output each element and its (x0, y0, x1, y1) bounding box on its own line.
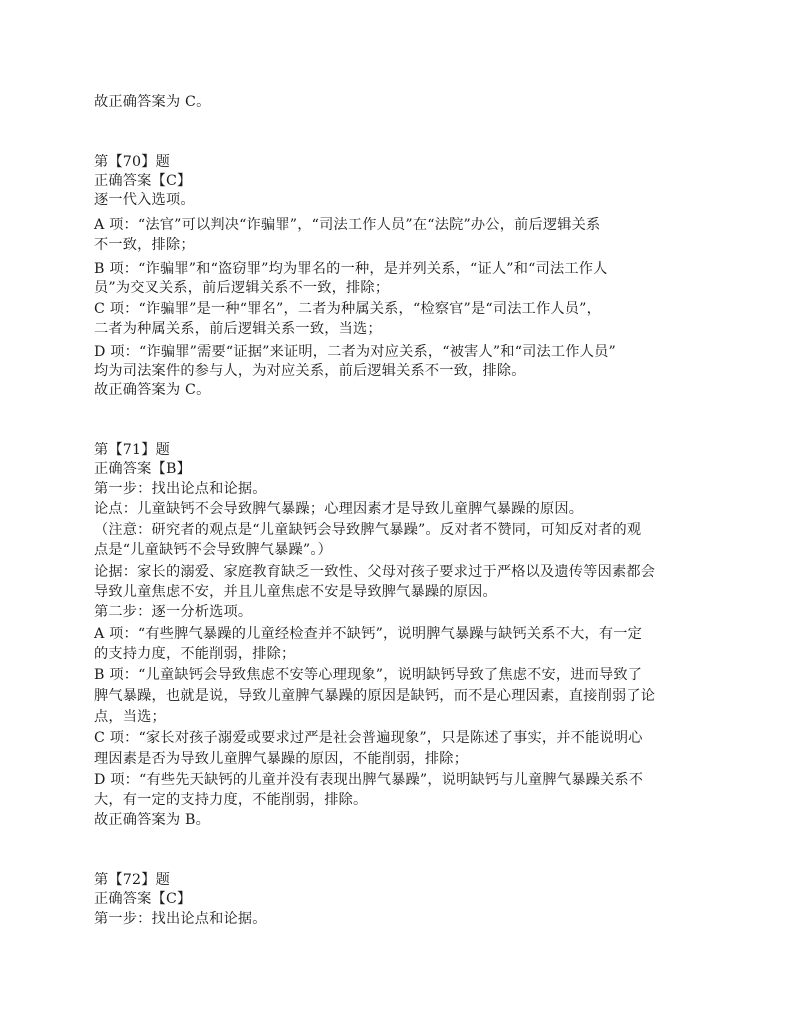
explanation-line: 脾气暴躁，也就是说，导致儿童脾气暴躁的原因是缺钙，而不是心理因素，直接削弱了论 (94, 688, 656, 704)
explanation-line: A 项：“有些脾气暴躁的儿童经检查并不缺钙”，说明脾气暴躁与缺钙关系不大，有一定 (94, 626, 643, 642)
explanation-line: （注意：研究者的观点是“儿童缺钙会导致脾气暴躁”。反对者不赞同，可知反对者的观 (94, 522, 642, 538)
explanation-line: 点是“儿童缺钙不会导致脾气暴躁”。） (94, 542, 333, 558)
explanation-line: 导致儿童焦虑不安，并且儿童焦虑不安是导致脾气暴躁的原因。 (94, 584, 497, 600)
answer-conclusion: 故正确答案为 B。 (94, 812, 211, 828)
explanation-line: B 项：“儿童缺钙会导致焦虑不安等心理现象”，说明缺钙导致了焦虑不安，进而导致了 (94, 667, 643, 683)
answer-conclusion: 故正确答案为 C。 (94, 94, 211, 110)
explanation-line: D 项：“有些先天缺钙的儿童并没有表现出脾气暴躁”，说明缺钙与儿童脾气暴躁关系不 (94, 772, 644, 788)
correct-answer: 正确答案【C】 (94, 173, 192, 189)
explanation-line: 点，当选； (94, 709, 166, 725)
explanation-line: 二者为种属关系，前后逻辑关系一致，当选； (94, 321, 382, 337)
correct-answer: 正确答案【B】 (94, 461, 191, 477)
explanation-line: 第二步：逐一分析选项。 (94, 604, 253, 620)
explanation-line: 论点：儿童缺钙不会导致脾气暴躁；心理因素才是导致儿童脾气暴躁的原因。 (94, 501, 584, 517)
explanation-line: 员”为交叉关系，前后逻辑关系不一致，排除； (94, 280, 390, 296)
explanation-line: 不一致，排除； (94, 237, 195, 253)
answer-conclusion: 故正确答案为 C。 (94, 382, 211, 398)
explanation-line: 逐一代入选项。 (94, 192, 195, 208)
explanation-line: D 项：“诈骗罪”需要“证据”来证明，二者为对应关系，“被害人”和“司法工作人员” (94, 344, 616, 360)
question-number: 第【72】题 (94, 872, 171, 888)
explanation-line: 均为司法案件的参与人，为对应关系，前后逻辑关系不一致，排除。 (94, 363, 526, 379)
explanation-line: C 项：“诈骗罪”是一种“罪名”，二者为种属关系，“检察官”是“司法工作人员”， (94, 301, 602, 317)
explanation-line: B 项：“诈骗罪”和“盗窃罪”均为罪名的一种，是并列关系，“证人”和“司法工作人 (94, 261, 608, 277)
explanation-line: 第一步：找出论点和论据。 (94, 911, 267, 927)
question-number: 第【70】题 (94, 154, 171, 170)
correct-answer: 正确答案【C】 (94, 891, 192, 907)
explanation-line: A 项：“法官”可以判决“诈骗罪”，“司法工作人员”在“法院”办公，前后逻辑关系 (94, 217, 601, 233)
explanation-line: C 项：“家长对孩子溺爱或要求过严是社会普遍现象”，只是陈述了事实，并不能说明心 (94, 730, 643, 746)
explanation-line: 理因素是否为导致儿童脾气暴躁的原因，不能削弱，排除； (94, 751, 469, 767)
explanation-line: 的支持力度，不能削弱，排除； (94, 646, 296, 662)
explanation-line: 大，有一定的支持力度，不能削弱，排除。 (94, 792, 368, 808)
explanation-line: 论据：家长的溺爱、家庭教育缺乏一致性、父母对孩子要求过于严格以及遗传等因素都会 (94, 564, 656, 580)
question-number: 第【71】题 (94, 442, 171, 458)
explanation-line: 第一步：找出论点和论据。 (94, 481, 267, 497)
